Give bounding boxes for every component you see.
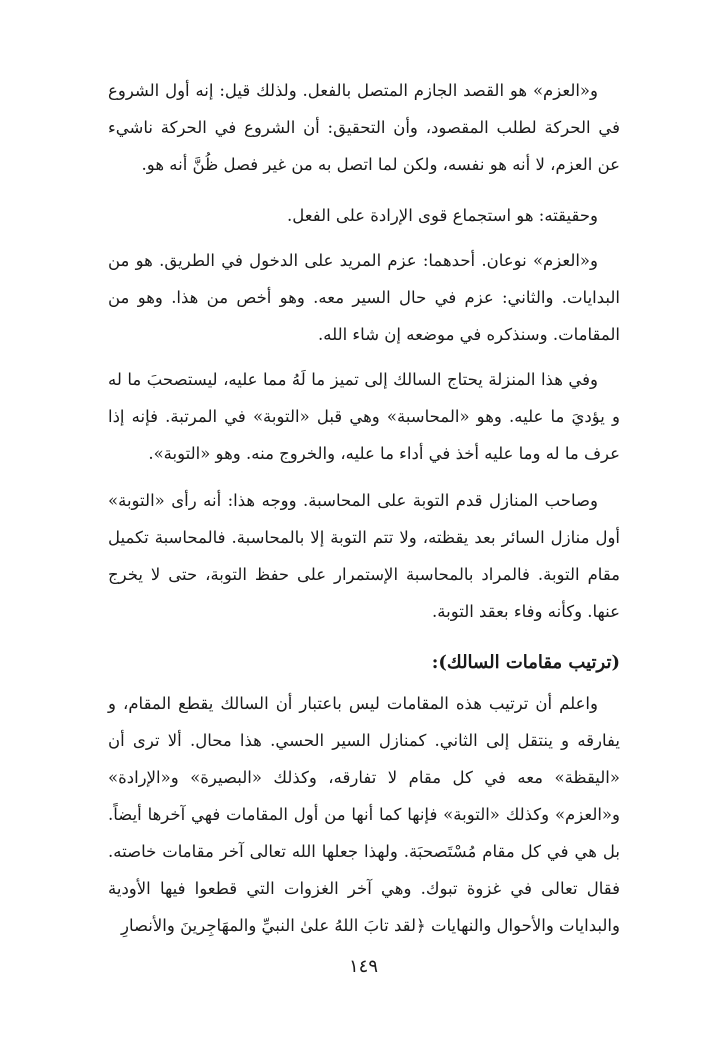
paragraph-azm-definition — [108, 72, 620, 183]
paragraph-text: و«العزم» هو القصد الجازم المتصل بالفعل. ولذلك قيل: إنه أول الشروع في الحركة لطلب المقصود، وأن التحقيق: أن الشروع في الحركة ناشيء عن العزم، لا أنه هو نفسه، ولكن لما اتصل به من غير فصل ظُنَّ أنه هو. — [108, 81, 620, 174]
section-heading-text: (ترتيب مقامات السالك): — [431, 652, 620, 673]
paragraph-maqamat-order — [108, 685, 620, 944]
paragraph-text: وحقيقته: هو استجماع قوى الإرادة على الفعل. — [287, 206, 598, 225]
paragraph-text: واعلم أن ترتيب هذه المقامات ليس باعتبار أن السالك يقطع المقام، و يفارقه و ينتقل إلى الثاني. كمنازل السير الحسي. هذا محال. ألا ترى أن «اليقظة» معه في كل مقام لا تفارقه، وكذلك «البصيرة» و«الإرادة» و«العزم» وكذلك «التوبة» فإنها كما أنها من أول المقامات فهي آخرها أيضاً. بل هي في كل مقام مُسْتَصحبَة. ولهذا جعلها الله تعالى آخر مقامات خاصته. فقال تعالى في غزوة تبوك. وهي آخر الغزوات التي قطعوا فيها الأودية والبدايات والأحوال والنهايات ﴿لقد تابَ اللهُ علىٰ النبيِّ والمهَاجِرينَ والأنصارِ — [108, 694, 620, 935]
page-number: ١٤٩ — [348, 956, 378, 977]
section-heading — [108, 645, 620, 681]
paragraph-azm-types — [108, 242, 620, 353]
paragraph-text: وصاحب المنازل قدم التوبة على المحاسبة. ووجه هذا: أنه رأى «التوبة» أول منازل السائر بعد يقظته، ولا تتم التوبة إلا بالمحاسبة. فالمحاسبة تكميل مقام التوبة. فالمراد بالمحاسبة الإستمرار على حفظ التوبة، حتى لا يخرج عنها. وكأنه وفاء بعقد التوبة. — [108, 491, 620, 621]
paragraph-text: وفي هذا المنزلة يحتاج السالك إلى تميز ما لَهُ مما عليه، ليستصحبَ ما له و يؤديَ ما عليه. وهو «المحاسبة» وهي قبل «التوبة» في المرتبة. فإنه إذا عرف ما له وما عليه أخذ في أداء ما عليه، والخروج منه. وهو «التوبة». — [108, 370, 620, 463]
paragraph-manazil-order — [108, 482, 620, 630]
paragraph-azm-reality — [108, 197, 620, 234]
paragraph-muhasaba — [108, 361, 620, 472]
paragraph-text: و«العزم» نوعان. أحدهما: عزم المريد على الدخول في الطريق. هو من البدايات. والثاني: عزم في حال السير معه. وهو أخص من هذا. وهو من المقامات. وسنذكره في موضعه إن شاء الله. — [108, 251, 620, 344]
